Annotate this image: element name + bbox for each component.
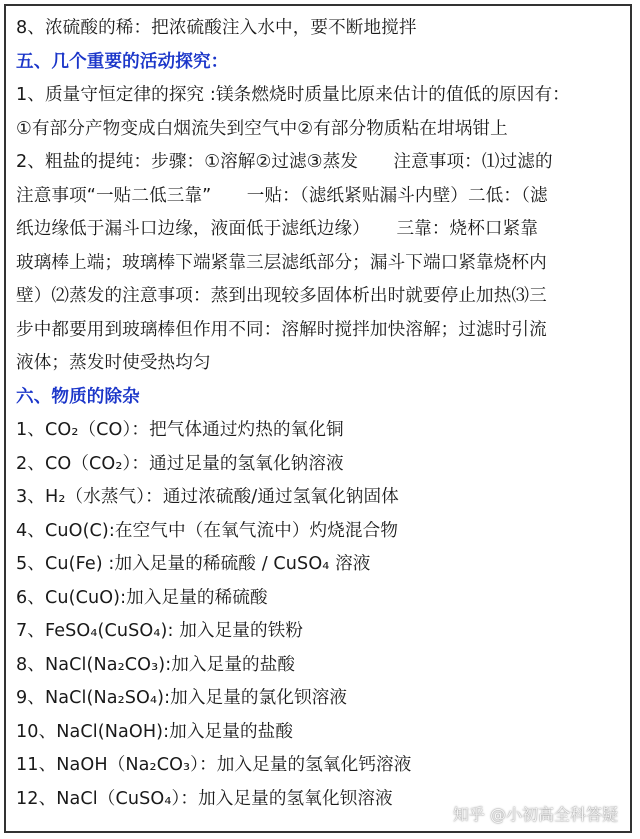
text-line: 1、质量守恒定律的探究 :镁条燃烧时质量比原来估计的值低的原因有： <box>16 85 570 105</box>
watermark: 知乎 @小初高全科答疑 <box>452 805 618 824</box>
list-item: 10、NaCl(NaOH):加入足量的盐酸 <box>16 721 294 742</box>
list-item: 2、CO（CO₂）：通过足量的氢氧化钠溶液 <box>16 453 344 474</box>
list-item: 4、CuO(C):在空气中（在氧气流中）灼烧混合物 <box>16 520 399 541</box>
list-item: 1、CO₂（CO）：把气体通过灼热的氧化铜 <box>16 420 344 440</box>
text-line: 8、浓硫酸的稀：把浓硫酸注入水中，要不断地搅拌 <box>16 18 417 38</box>
text-line: 纸边缘低于漏斗口边缘，液面低于滤纸边缘） 三靠：烧杯口紧靠 <box>16 219 539 239</box>
list-item: 6、Cu(CuO):加入足量的稀硫酸 <box>16 587 268 608</box>
list-item: 7、FeSO₄(CuSO₄): 加入足量的铁粉 <box>16 621 304 641</box>
document-frame <box>4 4 632 833</box>
list-item: 12、NaCl（CuSO₄）：加入足量的氢氧化钡溶液 <box>16 788 393 809</box>
section-heading: 六、物质的除杂 <box>16 386 140 407</box>
text-line: 壁）⑵蒸发的注意事项：蒸到出现较多固体析出时就要停止加热⑶三 <box>16 286 547 306</box>
text-line: ①有部分产物变成白烟流失到空气中②有部分物质粘在坩埚钳上 <box>16 118 508 139</box>
list-item: 8、NaCl(Na₂CO₃):加入足量的盐酸 <box>16 654 296 675</box>
section-heading: 五、几个重要的活动探究： <box>16 51 229 72</box>
list-item: 5、Cu(Fe) :加入足量的稀硫酸 / CuSO₄ 溶液 <box>16 554 371 574</box>
text-line: 步中都要用到玻璃棒但作用不同：溶解时搅拌加快溶解；过滤时引流 <box>16 319 547 340</box>
document-body <box>16 12 622 816</box>
list-item: 3、H₂（水蒸气）：通过浓硫酸/通过氢氧化钠固体 <box>16 487 399 507</box>
text-line: 2、粗盐的提纯：步骤：①溶解②过滤③蒸发 注意事项：⑴过滤的 <box>16 152 553 172</box>
list-item: 9、NaCl(Na₂SO₄):加入足量的氯化钡溶液 <box>16 688 348 708</box>
list-item: 11、NaOH（Na₂CO₃）：加入足量的氢氧化钙溶液 <box>16 755 412 775</box>
text-line: 液体；蒸发时使受热均匀 <box>16 353 211 373</box>
text-line: 注意事项“一贴二低三靠” 一贴：（滤纸紧贴漏斗内壁）二低：（滤 <box>16 185 548 206</box>
text-line: 玻璃棒上端；玻璃棒下端紧靠三层滤纸部分；漏斗下端口紧靠烧杯内 <box>16 252 547 273</box>
